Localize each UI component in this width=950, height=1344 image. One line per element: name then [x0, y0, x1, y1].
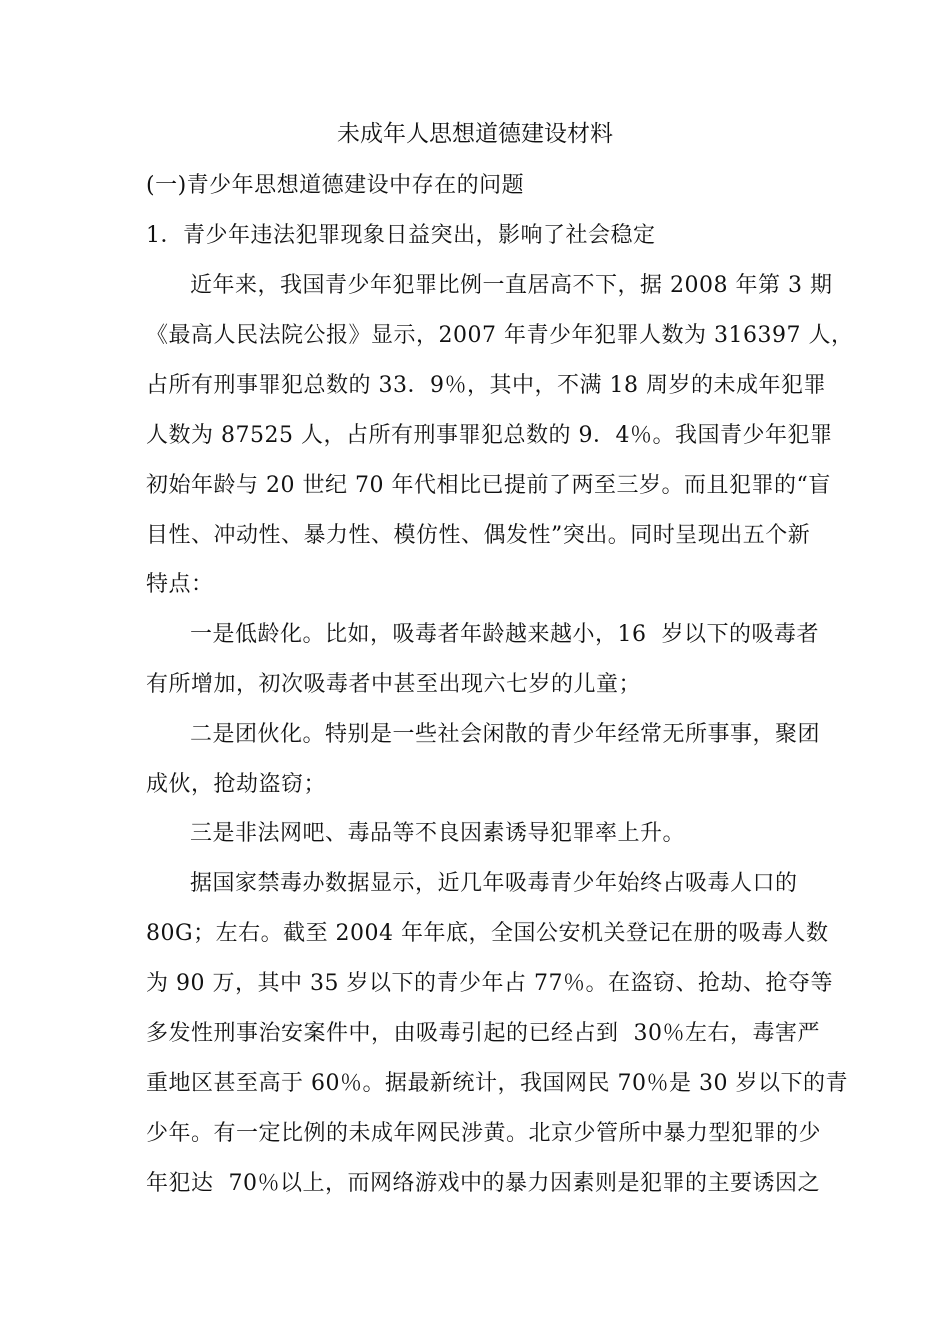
paragraph-line: 年犯达 70％以上，而网络游戏中的暴力因素则是犯罪的主要诱因之 [146, 1171, 820, 1196]
paragraph-line: 初始年龄与 20 世纪 70 年代相比已提前了两至三岁。而且犯罪的“盲 [146, 473, 831, 498]
paragraph-line: 据国家禁毒办数据显示，近几年吸毒青少年始终占吸毒人口的 [190, 871, 798, 896]
paragraph-line: 多发性刑事治安案件中，由吸毒引起的已经占到 30％左右，毒害严 [146, 1021, 820, 1046]
paragraph-line: 重地区甚至高于 60％。据最新统计，我国网民 70％是 30 岁以下的青 [146, 1071, 848, 1096]
document-title: 未成年人思想道德建设材料 [337, 121, 613, 147]
paragraph-line: 有所增加，初次吸毒者中甚至出现六七岁的儿童； [146, 672, 642, 697]
paragraph-line: 80G；左右。截至 2004 年年底，全国公安机关登记在册的吸毒人数 [146, 921, 829, 946]
paragraph-line: 三是非法网吧、毒品等不良因素诱导犯罪率上升。 [190, 821, 686, 846]
paragraph-line: 近年来，我国青少年犯罪比例一直居高不下，据 2008 年第 3 期 [190, 273, 833, 298]
paragraph-line: 二是团伙化。特别是一些社会闲散的青少年经常无所事事，聚团 [190, 722, 821, 747]
section-heading: (一)青少年思想道德建设中存在的问题 [146, 173, 525, 198]
subsection-heading: 1．青少年违法犯罪现象日益突出，影响了社会稳定 [146, 223, 656, 248]
paragraph-line: 目性、冲动性、暴力性、模仿性、偶发性”突出。同时呈现出五个新 [146, 523, 811, 548]
paragraph-line: 一是低龄化。比如，吸毒者年龄越来越小，16 岁以下的吸毒者 [190, 622, 819, 647]
paragraph-line: 《最高人民法院公报》显示，2007 年青少年犯罪人数为 316397 人， [146, 323, 854, 348]
paragraph-line: 占所有刑事罪犯总数的 33．9％，其中，不满 18 周岁的未成年犯罪 [146, 373, 826, 398]
paragraph-line: 为 90 万，其中 35 岁以下的青少年占 77％。在盗窃、抢劫、抢夺等 [146, 971, 833, 996]
paragraph-line: 特点： [146, 572, 214, 597]
paragraph-line: 成伙，抢劫盗窃； [146, 772, 327, 797]
paragraph-line: 少年。有一定比例的未成年网民涉黄。北京少管所中暴力型犯罪的少 [146, 1121, 822, 1146]
paragraph-line: 人数为 87525 人，占所有刑事罪犯总数的 9．4％。我国青少年犯罪 [146, 423, 833, 448]
